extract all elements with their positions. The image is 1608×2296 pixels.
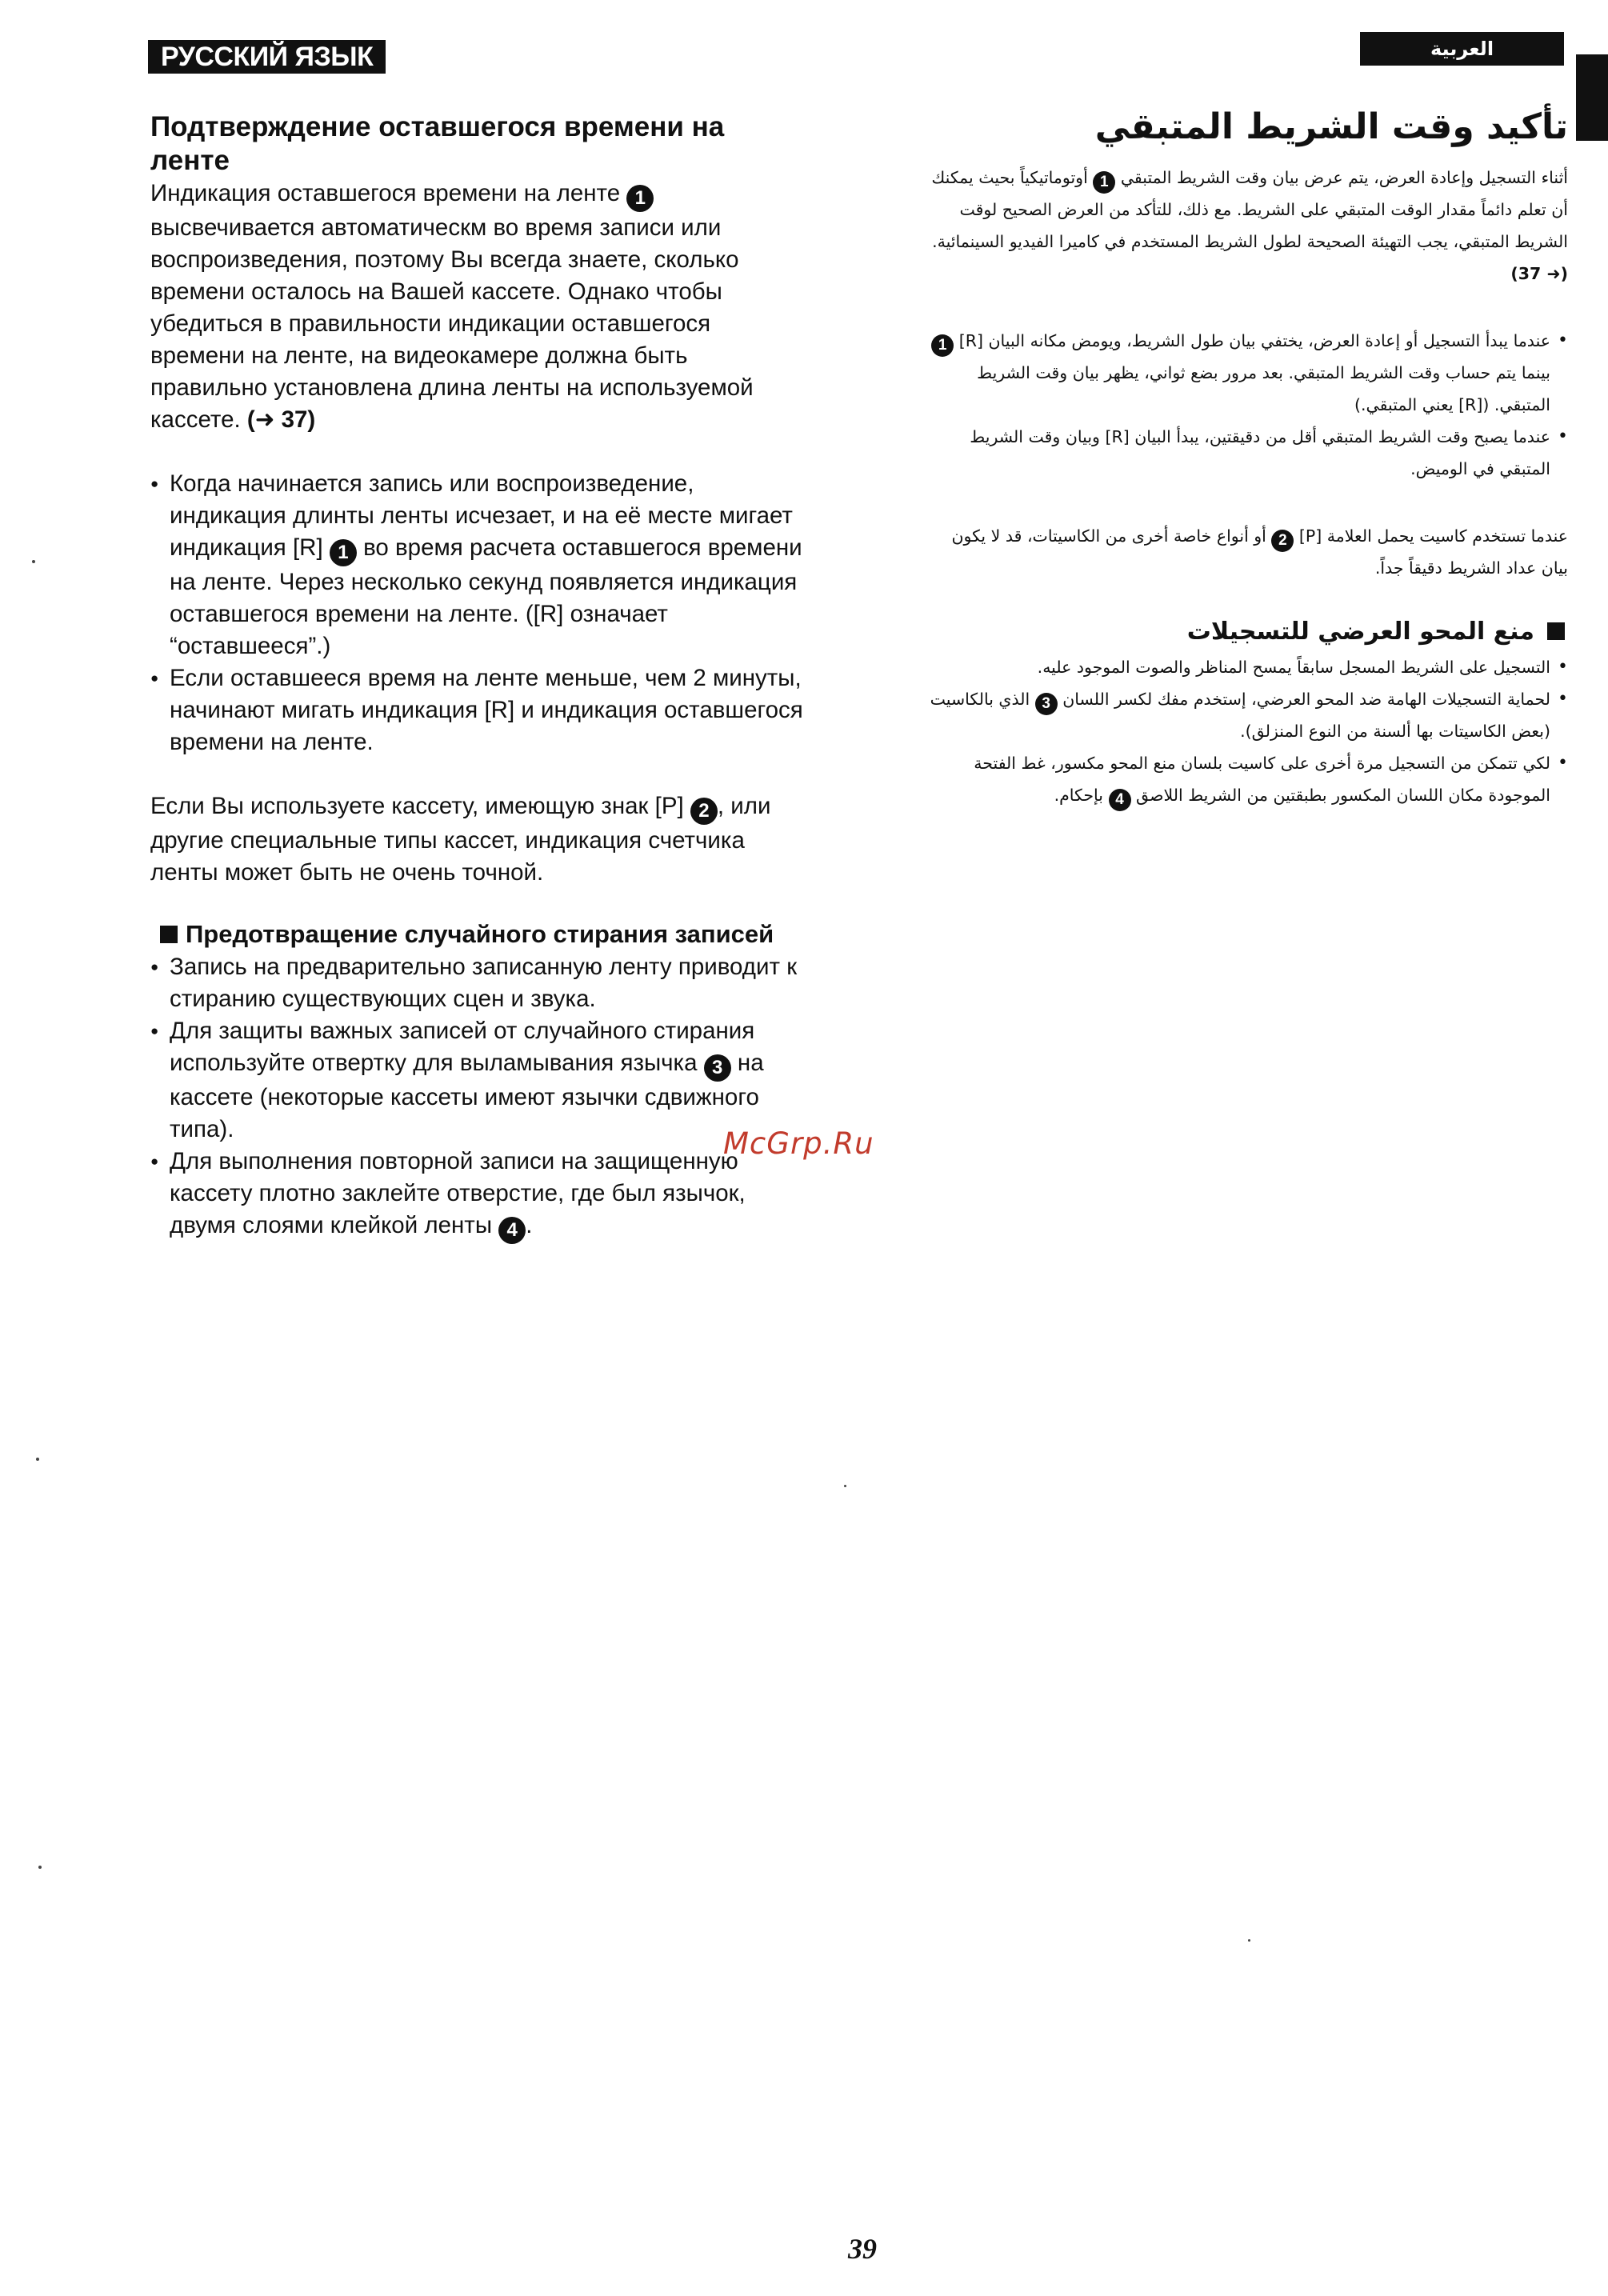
scan-speck [38,1866,42,1869]
ar-s2-bullet-1: • التسجيل على الشريط المسجل سابقاً يمسح المناظر والصوت الموجود عليه. [920,651,1568,683]
ar-note-paragraph: عندما تستخدم كاسيت يحمل العلامة [P] 2 أو أنواع خاصة أخرى من الكاسيتات، قد لا يكون بيان عداد الشريط دقيقاً جداً. [951,526,1568,578]
ar-s2-bullet-3: • لكي تتمكن من التسجيل مرة أخرى على كاسيت بلسان منع المحو مكسور، غط الفتحة الموجودة مكان اللسان المكسور بطبقتين من الشريط اللاصق 4 بإحكام. [920,747,1568,811]
ar-bullet-2: • عندما يصبح وقت الشريط المتبقي أقل من دقيقتين، يبدأ البيان [R] وبيان وقت الشريط المتبقي في الوميض. [920,421,1568,485]
number-3-icon: 3 [704,1054,731,1082]
number-3-icon: 3 [1035,693,1058,715]
ru-section2-title: Предотвращение случайного стирания записей [150,918,806,951]
number-1-icon: 1 [330,539,357,566]
arabic-column [920,102,1568,811]
ru-intro-text-1: Индикация оставшегося времени на ленте [150,180,627,206]
scan-speck [36,1458,39,1461]
ru-note-paragraph: Если Вы используете кассету, имеющую знак [P] 2 , или другие специальные типы кассет, индикация счетчика ленты может быть не очень точной. [150,793,771,886]
ar-title: تأكيد وقت الشريط المتبقي [1094,106,1568,147]
ru-s2-bullet-1: ● Запись на предварительно записанную ленту приводит к стиранию существующих сцен и звука. [150,951,806,1015]
ar-section2-title: منع المحو العرضي للتسجيلات [920,613,1568,651]
number-4-icon: 4 [498,1217,526,1244]
ar-intro-paragraph: أثناء التسجيل وإعادة العرض، يتم عرض بيان وقت الشريط المتبقي 1 أوتوماتيكياً بحيث يمكنك أن تعلم دائماً مقدار الوقت المتبقي على الشريط. مع ذلك، للتأكد من العرض الصحيح لوقت الشريط المتبقي، يجب التهيئة الصحيحة لطول الشريط المستخدم في كاميرا الفيديو السينمائية. (➜ 37) [931,168,1568,283]
number-2-icon: 2 [690,798,718,825]
page-number: 39 [848,2233,877,2265]
ru-intro-text-2: высвечивается автоматическм во время записи или воспроизведения, поэтому Вы всегда знаете, сколько времени осталось на Вашей кассете. Однако чтобы убедиться в правильности индикации оставшегося времени на ленте, на видеокамере должна быть правильно установлена длина ленты на используемой кассете. [150,214,754,433]
ru-bullet-1: ● Когда начинается запись или воспроизведение, индикация длинты ленты исчезает, и на её месте мигает индикация [R] 1 во время расчета оставшегося времени на ленте. Через несколько секунд появляется индикация оставшегося времени на ленте. ([R] означает “оставшееся”.) [150,468,806,662]
ru-intro-paragraph [150,178,806,436]
ru-page-reference: (➜ 37) [246,406,316,433]
russian-column [150,110,806,1244]
russian-language-tab: РУССКИЙ ЯЗЫК [148,40,386,74]
number-4-icon: 4 [1109,789,1131,811]
watermark: McGrp.Ru [723,1126,874,1161]
ru-title: Подтверждение оставшегося времени на ленте [150,111,725,176]
scan-speck [844,1485,846,1487]
scan-speck [32,560,35,563]
number-2-icon: 2 [1271,530,1294,552]
ar-page-reference: (➜ 37) [1510,264,1568,283]
ru-bullet-2: ● Если оставшееся время на ленте меньше, чем 2 минуты, начинают мигать индикация [R] и индикация оставшегося времени на ленте. [150,662,806,758]
ru-s2-bullet-2: ● Для защиты важных записей от случайного стирания используйте отвертку для выламывания язычка 3 на кассете (некоторые кассеты имеют язычки сдвижного типа). [150,1015,806,1146]
ar-bullet-1: • عندما يبدأ التسجيل أو إعادة العرض، يختفي بيان طول الشريط، ويومض مكانه البيان [R] 1 بينما يتم حساب وقت الشريط المتبقي. بعد مرور بضع ثواني، يظهر بيان وقت الشريط المتبقي. ([R] يعني المتبقي.) [920,325,1568,421]
square-bullet-icon [160,926,178,943]
number-1-icon: 1 [1093,171,1115,194]
scan-speck [1248,1939,1250,1942]
number-1-icon: 1 [931,334,954,357]
ar-s2-bullet-2: • لحماية التسجيلات الهامة ضد المحو العرضي، إستخدم مفك لكسر اللسان 3 الذي بالكاسيت (بعض الكاسيتات بها ألسنة من النوع المنزلق). [920,683,1568,747]
number-1-icon: 1 [626,185,654,212]
side-thumb-tab [1576,54,1608,141]
square-bullet-icon [1547,622,1565,640]
arabic-language-tab: العربية [1360,32,1564,66]
ru-s2-bullet-3: ● Для выполнения повторной записи на защищенную кассету плотно заклейте отверстие, где был язычок, двумя слоями клейкой ленты 4 . [150,1146,806,1244]
